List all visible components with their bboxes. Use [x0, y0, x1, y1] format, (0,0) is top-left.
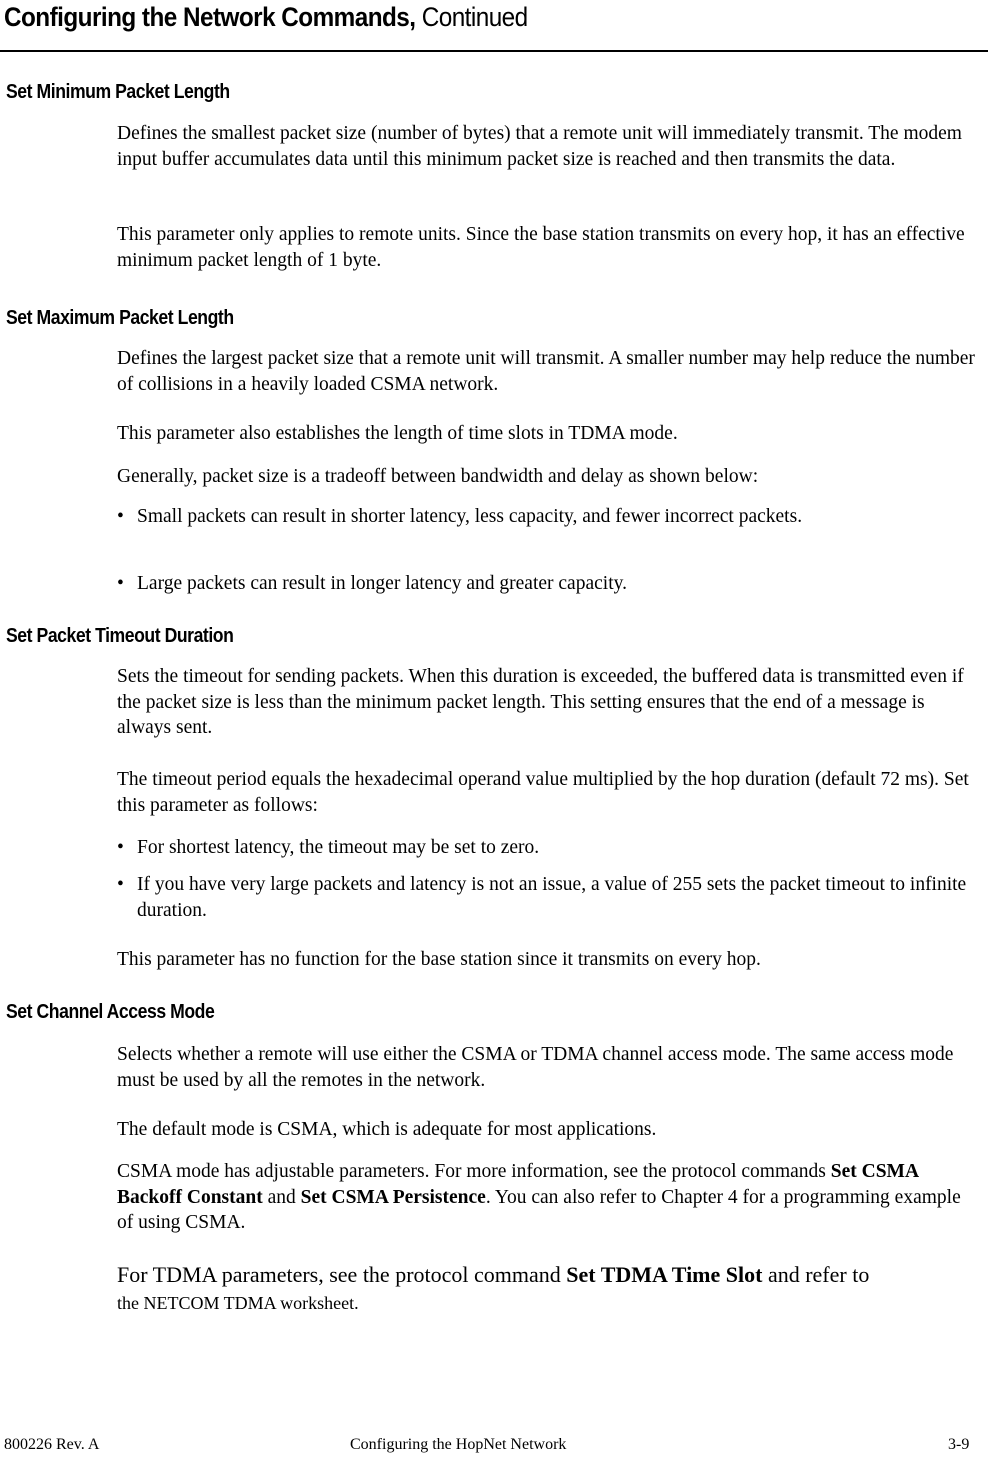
bullet-icon: •	[117, 573, 124, 594]
footer-page-number: 3-9	[948, 1436, 970, 1453]
list-item	[117, 504, 977, 530]
bullet-icon: •	[117, 837, 124, 858]
bullet-text: If you have very large packets and latency is not an issue, a value of 255 sets the packet timeout to infinite duration.	[137, 874, 967, 921]
heading-channel-access: Set Channel Access Mode	[6, 1001, 215, 1023]
channel-p4-text-d: the NETCOM TDMA worksheet.	[117, 1293, 359, 1313]
page-title-continued: Continued	[415, 2, 528, 32]
heading-min-packet: Set Minimum Packet Length	[6, 81, 230, 103]
footer-doc-number: 800226 Rev. A	[4, 1436, 100, 1453]
min-packet-paragraph-2: This parameter only applies to remote units. Since the base station transmits on every hop, it has an effective minimum packet length of 1 byte.	[117, 224, 965, 271]
csma-persistence-command: Set CSMA Persistence	[300, 1186, 486, 1208]
list-item	[117, 872, 977, 923]
channel-paragraph-1: Selects whether a remote will use either the CSMA or TDMA channel access mode. The same access mode must be used by all the remotes in the network.	[117, 1044, 954, 1091]
bullet-icon: •	[117, 874, 124, 895]
bullet-text: Small packets can result in shorter latency, less capacity, and fewer incorrect packets.	[137, 506, 803, 527]
bullet-icon: •	[117, 506, 124, 527]
channel-p3-and: and	[262, 1186, 301, 1208]
channel-paragraph-3	[117, 1159, 977, 1236]
footer-chapter-title: Configuring the HopNet Network	[350, 1436, 567, 1453]
bullet-text: For shortest latency, the timeout may be set to zero.	[137, 837, 540, 858]
channel-paragraph-4	[117, 1261, 977, 1317]
list-item	[117, 835, 977, 861]
channel-p3-text-a: CSMA mode has adjustable parameters. For more information, see the protocol commands	[117, 1161, 831, 1182]
tdma-time-slot-command: Set TDMA Time Slot	[566, 1262, 763, 1287]
page-title	[4, 0, 528, 34]
list-item	[117, 571, 977, 597]
bullet-text: Large packets can result in longer latency and greater capacity.	[137, 573, 627, 594]
channel-paragraph-2: The default mode is CSMA, which is adequate for most applications.	[117, 1119, 657, 1140]
timeout-paragraph-1: Sets the timeout for sending packets. When this duration is exceeded, the buffered data is transmitted even if the packet size is less than the minimum packet length. This setting ensures that the end of a message is always sent.	[117, 666, 964, 738]
channel-p4-text-c: and refer to	[762, 1262, 870, 1287]
heading-max-packet: Set Maximum Packet Length	[6, 307, 234, 329]
csma-backoff-command: Set CSMA Backoff Constant	[117, 1161, 918, 1208]
channel-p4-text-a: For TDMA parameters, see the protocol command	[117, 1262, 567, 1287]
channel-p3-text-c: . You can also refer to Chapter 4 for a programming example of using CSMA.	[117, 1186, 961, 1233]
header-rule	[0, 50, 988, 52]
max-packet-paragraph-1: Defines the largest packet size that a remote unit will transmit. A smaller number may help reduce the number of collisions in a heavily loaded CSMA network.	[117, 348, 975, 395]
max-packet-paragraph-2: This parameter also establishes the length of time slots in TDMA mode.	[117, 423, 678, 444]
max-packet-paragraph-3: Generally, packet size is a tradeoff between bandwidth and delay as shown below:	[117, 466, 759, 487]
min-packet-paragraph-1: Defines the smallest packet size (number of bytes) that a remote unit will immediately transmit. The modem input buffer accumulates data until this minimum packet size is reached and then transmits the data.	[117, 123, 962, 170]
heading-timeout: Set Packet Timeout Duration	[6, 625, 234, 647]
timeout-paragraph-2: The timeout period equals the hexadecimal operand value multiplied by the hop duration (default 72 ms). Set this parameter as follows:	[117, 769, 969, 816]
page-title-main: Configuring the Network Commands,	[4, 2, 416, 32]
timeout-paragraph-3: This parameter has no function for the base station since it transmits on every hop.	[117, 949, 761, 970]
